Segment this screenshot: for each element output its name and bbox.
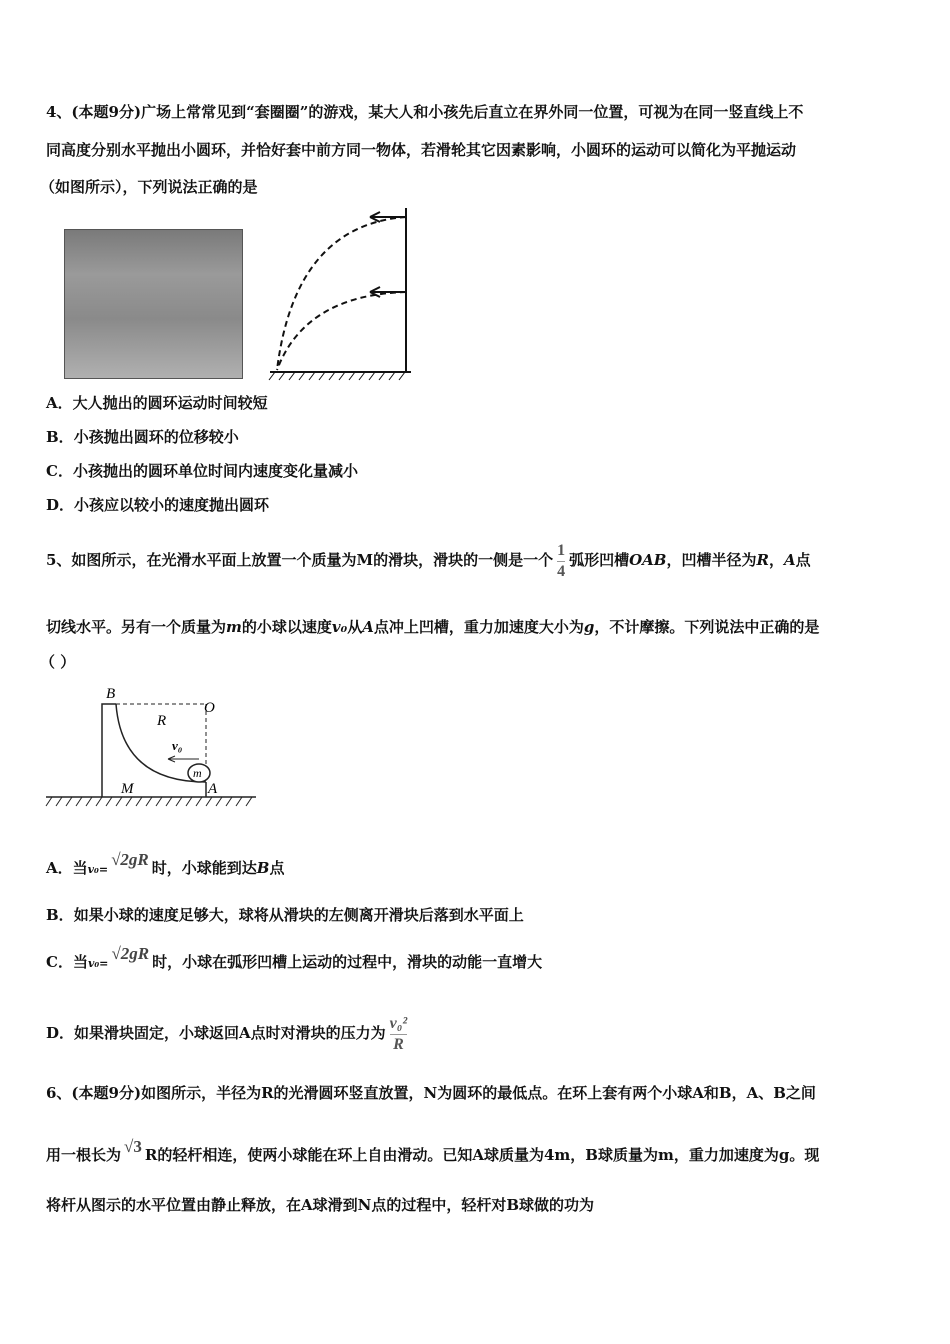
groove-diagram [44,682,260,812]
text: 的小球以速度 [241,618,332,636]
denominator: 4 [557,562,566,580]
numerator: 1 [557,541,566,559]
text: 点 [269,859,285,877]
text: 点冲上凹槽，重力加速度大小为 [373,618,584,636]
text: 当 [72,953,88,971]
text: ， [768,551,784,569]
text: 5、如图所示，在光滑水平面上放置一个质量为 [46,551,357,569]
text: 时，小球在弧形凹槽上运动的过程中，滑块的动能一直增大 [152,953,543,971]
text: B [256,859,270,877]
text: OAB [629,551,667,569]
option-text: 如果小球的速度足够大，球将从滑块的左侧离开滑块后落到水平面上 [73,906,524,924]
label-big-m: M [121,781,134,797]
q4-option-a[interactable] [46,393,268,413]
text: v₀ [331,618,348,636]
option-text: 小孩抛出圆环的位移较小 [73,428,239,446]
label-m: m [193,766,202,780]
sqrt-expression: √3 [124,1137,142,1156]
fraction-v0sq-over-r [390,1015,407,1054]
text: 切线水平。另有一个质量为 [46,618,227,636]
label-b: B [106,686,116,702]
q5-option-d[interactable] [46,1000,411,1066]
text: 当 [72,859,88,877]
projectile-diagram [265,205,415,385]
text: A [362,618,374,636]
option-letter: C． [46,462,73,480]
q5-option-c[interactable] [46,944,543,974]
denominator: R [393,1035,404,1053]
text: v₀= [87,957,109,970]
option-letter: D． [46,1024,75,1042]
text: A [783,551,796,569]
text: v₀= [87,863,109,876]
text: g [583,618,595,636]
text: R [756,551,769,569]
text: m [226,618,242,636]
text: ，凹槽半径为 [666,551,757,569]
option-letter: A． [46,394,73,412]
sqrt-expression: √2gR [111,850,149,869]
q6-line1: 6、(本题9分)如图所示，半径为R的光滑圆环竖直放置，N为圆环的最低点。在环上套有两个小球A和B，A、B之间 [46,1084,816,1102]
text: ，不计摩擦。下列说法中正确的是 [594,618,820,636]
label-r: R [157,713,167,729]
label-o: O [204,700,215,716]
ring-toss-photo [64,229,243,379]
q5-answer-paren: （ ） [40,653,76,671]
text: 弧形凹槽 [569,551,630,569]
text: 用一根长为 [46,1146,122,1164]
numerator: v₀² [389,1014,408,1032]
text: 的滑块，滑块的一侧是一个 [373,551,554,569]
q4-line1: 4、(本题9分)广场上常常见到“套圈圈”的游戏，某大人和小孩先后直立在界外同一位置，可视为在同一竖直线上不 [46,103,804,121]
option-text: 大人抛出的圆环运动时间较短 [72,394,268,412]
q5-option-a[interactable] [46,850,285,880]
sqrt-expression: √2gR [111,944,150,963]
q6-line2 [46,1137,820,1165]
text: 时，小球能到达 [151,859,257,877]
option-letter: C． [46,953,73,971]
text: 从 [347,618,363,636]
q6-line3: 将杆从图示的水平位置由静止释放，在A球滑到N点的过程中，轻杆对B球做的功为 [46,1196,595,1214]
option-text: 小孩应以较小的速度抛出圆环 [74,496,270,514]
q4-line2: 同高度分别水平抛出小圆环，并恰好套中前方同一物体，若滑轮其它因素影响，小圆环的运动可以简化为平抛运动 [46,141,797,159]
q5-line2 [46,617,819,637]
q4-line3: （如图所示），下列说法正确的是 [40,178,258,196]
option-letter: B． [46,906,74,924]
option-letter: A． [46,859,73,877]
option-text: 如果滑块固定，小球返回A点时对滑块的压力为 [74,1024,386,1042]
text: R的轻杆相连，使两小球能在环上自由滑动。已知A球质量为4m，B球质量为m，重力加速度为g。现 [144,1146,820,1164]
text: 点 [795,551,811,569]
option-letter: B． [46,428,74,446]
q5-option-b[interactable] [46,905,524,925]
q4-option-d[interactable] [46,495,269,515]
option-letter: D． [46,496,75,514]
q4-option-b[interactable] [46,427,239,447]
label-a: A [208,781,218,797]
fraction-one-quarter [557,542,565,581]
label-v0: v₀ [172,738,183,753]
q5-line1 [46,530,811,590]
option-text: 小孩抛出的圆环单位时间内速度变化量减小 [72,462,358,480]
q4-option-c[interactable] [46,461,358,481]
text: M [356,551,374,569]
